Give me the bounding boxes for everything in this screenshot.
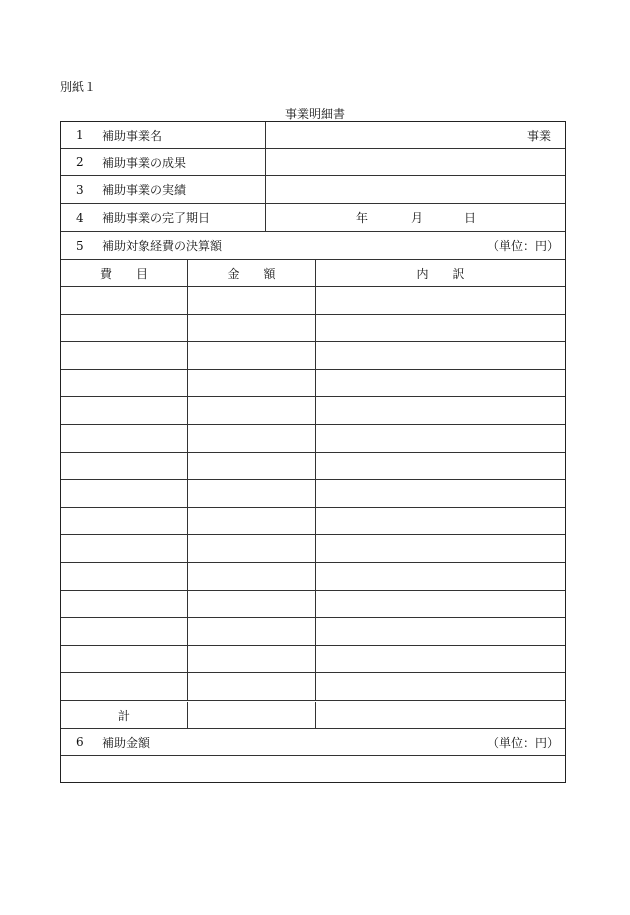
- total-amount-cell[interactable]: [188, 702, 316, 728]
- breakdown-cell[interactable]: [316, 453, 565, 480]
- project-suffix: 事業: [526, 128, 551, 143]
- item-label-cell: [61, 149, 266, 175]
- table-row: [61, 397, 565, 425]
- table-row: [61, 480, 565, 508]
- attachment-label: 別紙１: [60, 80, 97, 94]
- table-row: [61, 591, 565, 619]
- breakdown-cell[interactable]: [316, 425, 565, 452]
- item-label: 補助事業の完了期日: [102, 211, 211, 225]
- cost-item-cell[interactable]: [61, 287, 188, 314]
- detail-form: [60, 121, 566, 783]
- breakdown-cell[interactable]: [316, 508, 565, 535]
- table-row: [61, 535, 565, 563]
- total-row: [61, 702, 565, 729]
- cost-item-cell[interactable]: [61, 480, 188, 507]
- section-label: 補助金額: [102, 735, 151, 750]
- item-label: 補助事業の実績: [102, 183, 187, 197]
- cost-item-cell[interactable]: [61, 591, 188, 618]
- amount-cell[interactable]: [188, 480, 316, 507]
- breakdown-cell[interactable]: [316, 591, 565, 618]
- breakdown-cell[interactable]: [316, 287, 565, 314]
- breakdown-cell[interactable]: [316, 673, 565, 700]
- table-row: [61, 646, 565, 674]
- section-label: 補助対象経費の決算額: [102, 239, 223, 253]
- table-row: [61, 315, 565, 343]
- item-label-cell: [61, 204, 266, 231]
- item-row-3: [61, 176, 565, 204]
- amount-cell[interactable]: [188, 563, 316, 590]
- header-amount: 金 額: [188, 260, 316, 286]
- item-label-cell: [61, 176, 266, 203]
- section-6-header: [61, 729, 565, 756]
- item-row-1: [61, 122, 565, 149]
- cost-item-cell[interactable]: [61, 370, 188, 397]
- breakdown-cell[interactable]: [316, 480, 565, 507]
- amount-cell[interactable]: [188, 397, 316, 424]
- item-number: 4: [76, 210, 84, 225]
- amount-cell[interactable]: [188, 342, 316, 369]
- table-row: [61, 508, 565, 536]
- item-number: 2: [76, 155, 84, 169]
- section-5-header: [61, 232, 565, 260]
- amount-cell[interactable]: [188, 425, 316, 452]
- cost-item-cell[interactable]: [61, 646, 188, 673]
- amount-cell[interactable]: [188, 618, 316, 645]
- amount-cell[interactable]: [188, 591, 316, 618]
- section-number: 6: [76, 735, 84, 749]
- table-row: [61, 563, 565, 591]
- cost-item-cell[interactable]: [61, 453, 188, 480]
- amount-cell[interactable]: [188, 453, 316, 480]
- amount-cell[interactable]: [188, 673, 316, 700]
- breakdown-cell[interactable]: [316, 315, 565, 342]
- section-number: 5: [76, 238, 84, 253]
- table-header-row: [61, 260, 565, 287]
- breakdown-cell[interactable]: [316, 646, 565, 673]
- cost-item-cell[interactable]: [61, 508, 188, 535]
- item-label-cell: [61, 122, 266, 148]
- document-title: 事業明細書: [284, 107, 345, 121]
- breakdown-cell[interactable]: [316, 563, 565, 590]
- cost-item-cell[interactable]: [61, 315, 188, 342]
- completion-date-field[interactable]: [266, 204, 565, 231]
- year-label: 年: [356, 211, 369, 225]
- table-row: [61, 425, 565, 453]
- item-number: 1: [76, 128, 84, 142]
- achievements-field[interactable]: [266, 176, 565, 203]
- item-row-4: [61, 204, 565, 232]
- total-breakdown-cell[interactable]: [316, 702, 565, 728]
- cost-item-cell[interactable]: [61, 342, 188, 369]
- unit-label: （単位：円）: [486, 735, 559, 750]
- unit-label: （単位：円）: [486, 239, 559, 253]
- month-label: 月: [411, 211, 424, 225]
- amount-cell[interactable]: [188, 535, 316, 562]
- table-row: [61, 370, 565, 398]
- header-cost-item: 費 目: [61, 260, 188, 286]
- table-row: [61, 287, 565, 315]
- project-name-field[interactable]: [266, 122, 565, 148]
- amount-cell[interactable]: [188, 287, 316, 314]
- total-label: 計: [61, 702, 188, 728]
- breakdown-cell[interactable]: [316, 618, 565, 645]
- table-row: [61, 618, 565, 646]
- cost-item-cell[interactable]: [61, 397, 188, 424]
- cost-item-cell[interactable]: [61, 535, 188, 562]
- amount-cell[interactable]: [188, 315, 316, 342]
- table-row: [61, 673, 565, 701]
- amount-cell[interactable]: [188, 370, 316, 397]
- breakdown-cell[interactable]: [316, 370, 565, 397]
- subsidy-amount-field[interactable]: [61, 756, 565, 782]
- item-label: 補助事業名: [102, 128, 163, 143]
- item-number: 3: [76, 182, 84, 197]
- cost-item-cell[interactable]: [61, 425, 188, 452]
- table-row: [61, 453, 565, 481]
- results-field[interactable]: [266, 149, 565, 175]
- amount-cell[interactable]: [188, 508, 316, 535]
- breakdown-cell[interactable]: [316, 342, 565, 369]
- item-row-2: [61, 149, 565, 176]
- cost-item-cell[interactable]: [61, 563, 188, 590]
- day-label: 日: [464, 211, 477, 225]
- table-row: [61, 342, 565, 370]
- amount-cell[interactable]: [188, 646, 316, 673]
- breakdown-cell[interactable]: [316, 535, 565, 562]
- item-label: 補助事業の成果: [102, 155, 187, 170]
- header-breakdown: 内 訳: [416, 266, 465, 281]
- cost-item-cell[interactable]: [61, 673, 188, 700]
- breakdown-cell[interactable]: [316, 397, 565, 424]
- cost-item-cell[interactable]: [61, 618, 188, 645]
